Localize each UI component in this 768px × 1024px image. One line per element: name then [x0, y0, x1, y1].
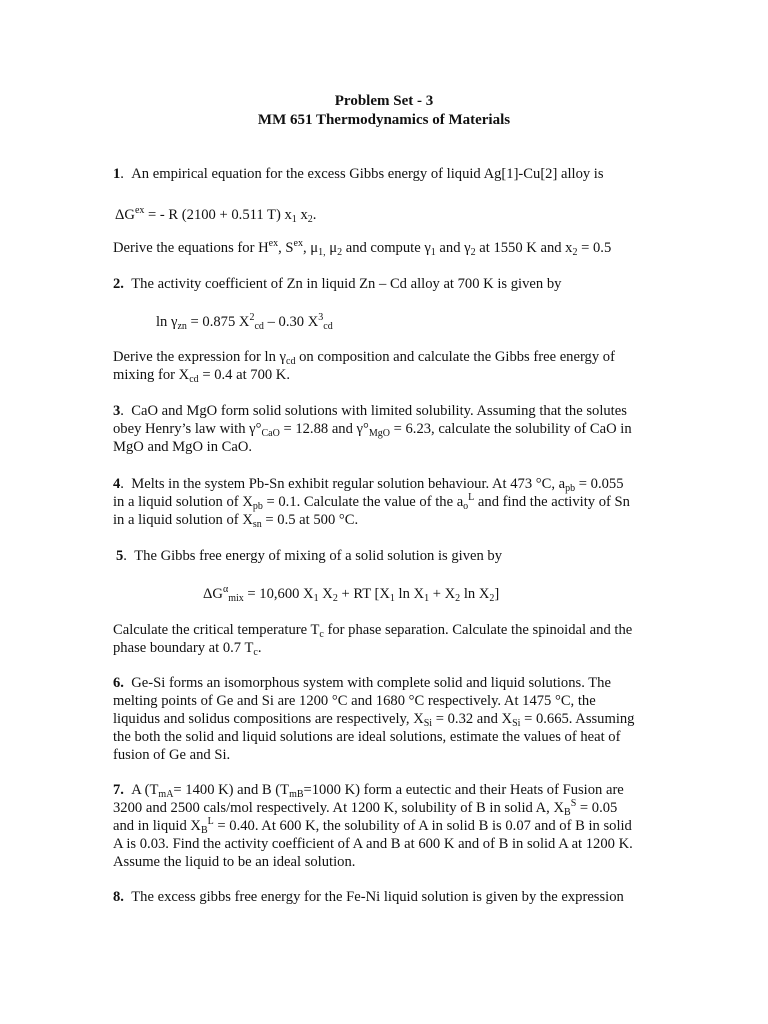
problem-number: 8. — [113, 889, 124, 905]
problem-text: CaO and MgO form solid solutions with limited solubility. Assuming that the solutes — [131, 403, 627, 419]
problem-6-line-5: fusion of Ge and Si. — [113, 747, 231, 763]
problem-1-equation: $\Delta G^{ex}$ = - R (2100 + 0.511 T) $x_1$ $x_2$. — [115, 205, 317, 225]
problem-4-line-2: in a liquid solution of $X_{pb} = 0.1$. Calculate the value of the $a_o^L$ and find the activity of Sn — [113, 492, 630, 512]
problem-text: Melts in the system Pb-Sn exhibit regular solution behaviour. At 473 °C, $a_{pb} = 0.055$ — [131, 476, 624, 494]
problem-text: The activity coefficient of Zn in liquid Zn – Cd alloy at 700 K is given by — [131, 276, 562, 292]
problem-number: 6. — [113, 675, 124, 691]
problem-5-line-4: phase boundary at 0.7 $T_c$. — [113, 640, 262, 658]
problem-7-line-1 — [113, 781, 624, 799]
problem-text: The Gibbs free energy of mixing of a solid solution is given by — [134, 548, 503, 564]
problem-6-line-3: liquidus and solidus compositions are respectively, $X_{Si} = 0.32$ and $X_{Si} = 0.665$. Assuming — [113, 711, 635, 729]
problem-1-line-1: 1. An empirical equation for the excess Gibbs energy of liquid Ag[1]-Cu[2] alloy is — [113, 166, 604, 182]
problem-text: A ($T_{mA}= 1400$ K) and B ($T_{mB}=1000$ K) form a eutectic and their Heats of Fusion are — [131, 782, 624, 800]
problem-2-equation: $\ln \gamma_{zn} = 0.875$ $X^2_{cd} - 0.30$ $X^3_{cd}$ — [156, 312, 333, 332]
problem-7-line-5: Assume the liquid to be an ideal solution. — [113, 854, 356, 870]
problem-2-line-1 — [113, 275, 561, 293]
problem-4-line-1: 4. Melts in the system Pb-Sn exhibit regular solution behaviour. At 473 °C, $a_{pb} = 0.055$ — [113, 476, 624, 494]
problem-number: 4 — [113, 476, 121, 492]
problem-6-line-4: the both the solid and liquid solutions are ideal solutions, estimate the values of heat of — [113, 729, 621, 745]
problem-7-line-2: 3200 and 2500 cals/mol respectively. At 1200 K, solubility of B in solid A, $X_B^S = 0.05$ — [113, 798, 618, 818]
page-subtitle: MM 651 Thermodynamics of Materials — [257, 112, 511, 128]
problem-5-line-3: Calculate the critical temperature $T_c$ for phase separation. Calculate the spinoidal and the — [113, 622, 633, 640]
problem-7-line-4: A is 0.03. Find the activity coefficient of A and B at 600 K and of B in solid A at 1200 K. — [113, 836, 633, 852]
problem-3-line-3: MgO and MgO in CaO. — [113, 439, 253, 455]
problem-8-line-1 — [113, 888, 624, 906]
problem-number: 2. — [113, 276, 124, 292]
problem-5-line-1: 5. The Gibbs free energy of mixing of a solid solution is given by — [116, 548, 503, 564]
problem-1-line-3: Derive the equations for $H^{ex}$, $S^{ex}$, $\mu_{1,}$ $\mu_2$ and compute $\gamma_1$ and $\gamma_2$ at 1550 K and $x_2 = 0.5$ — [113, 238, 612, 258]
problem-4-line-3: in a liquid solution of $X_{sn} = 0.5$ at 500 °C. — [113, 512, 359, 530]
problem-number: 5 — [116, 548, 124, 564]
problem-text: An empirical equation for the excess Gibbs energy of liquid Ag[1]-Cu[2] alloy is — [131, 166, 604, 182]
problem-3-line-2: obey Henry’s law with $\gamma^\circ_{CaO} = 12.88$ and $\gamma^\circ_{MgO} = 6.23$, calculate the solubility of CaO in — [113, 421, 632, 439]
problem-3-line-1: 3. CaO and MgO form solid solutions with limited solubility. Assuming that the solutes — [113, 403, 627, 419]
problem-7-line-3: and in liquid $X_B^L = 0.40$. At 600 K, the solubility of A in solid B is 0.07 and of B in solid — [113, 816, 632, 836]
problem-6-line-2: melting points of Ge and Si are 1200 °C and 1680 °C respectively. At 1475 °C, the — [113, 693, 596, 709]
problem-number: 7. — [113, 782, 124, 798]
problem-2-line-4: mixing for $X_{cd} = 0.4$ at 700 K. — [113, 367, 290, 385]
problem-6-line-1 — [113, 674, 611, 692]
problem-number: 1 — [113, 166, 121, 182]
problem-number: 3 — [113, 403, 121, 419]
problem-2-line-3: Derive the expression for $\ln \gamma_{cd}$ on composition and calculate the Gibbs free energy of — [113, 349, 615, 367]
problem-5-equation: $\Delta G^\alpha_{mix} = 10,600$ $X_1$ $X_2$ + RT [$X_1$ $\ln X_1 + X_2$ $\ln X_2$] — [203, 584, 500, 604]
problem-text: Ge-Si forms an isomorphous system with complete solid and liquid solutions. The — [131, 675, 611, 691]
page-title: Problem Set - 3 — [334, 93, 434, 109]
problem-text: The excess gibbs free energy for the Fe-Ni liquid solution is given by the expression — [131, 889, 624, 905]
